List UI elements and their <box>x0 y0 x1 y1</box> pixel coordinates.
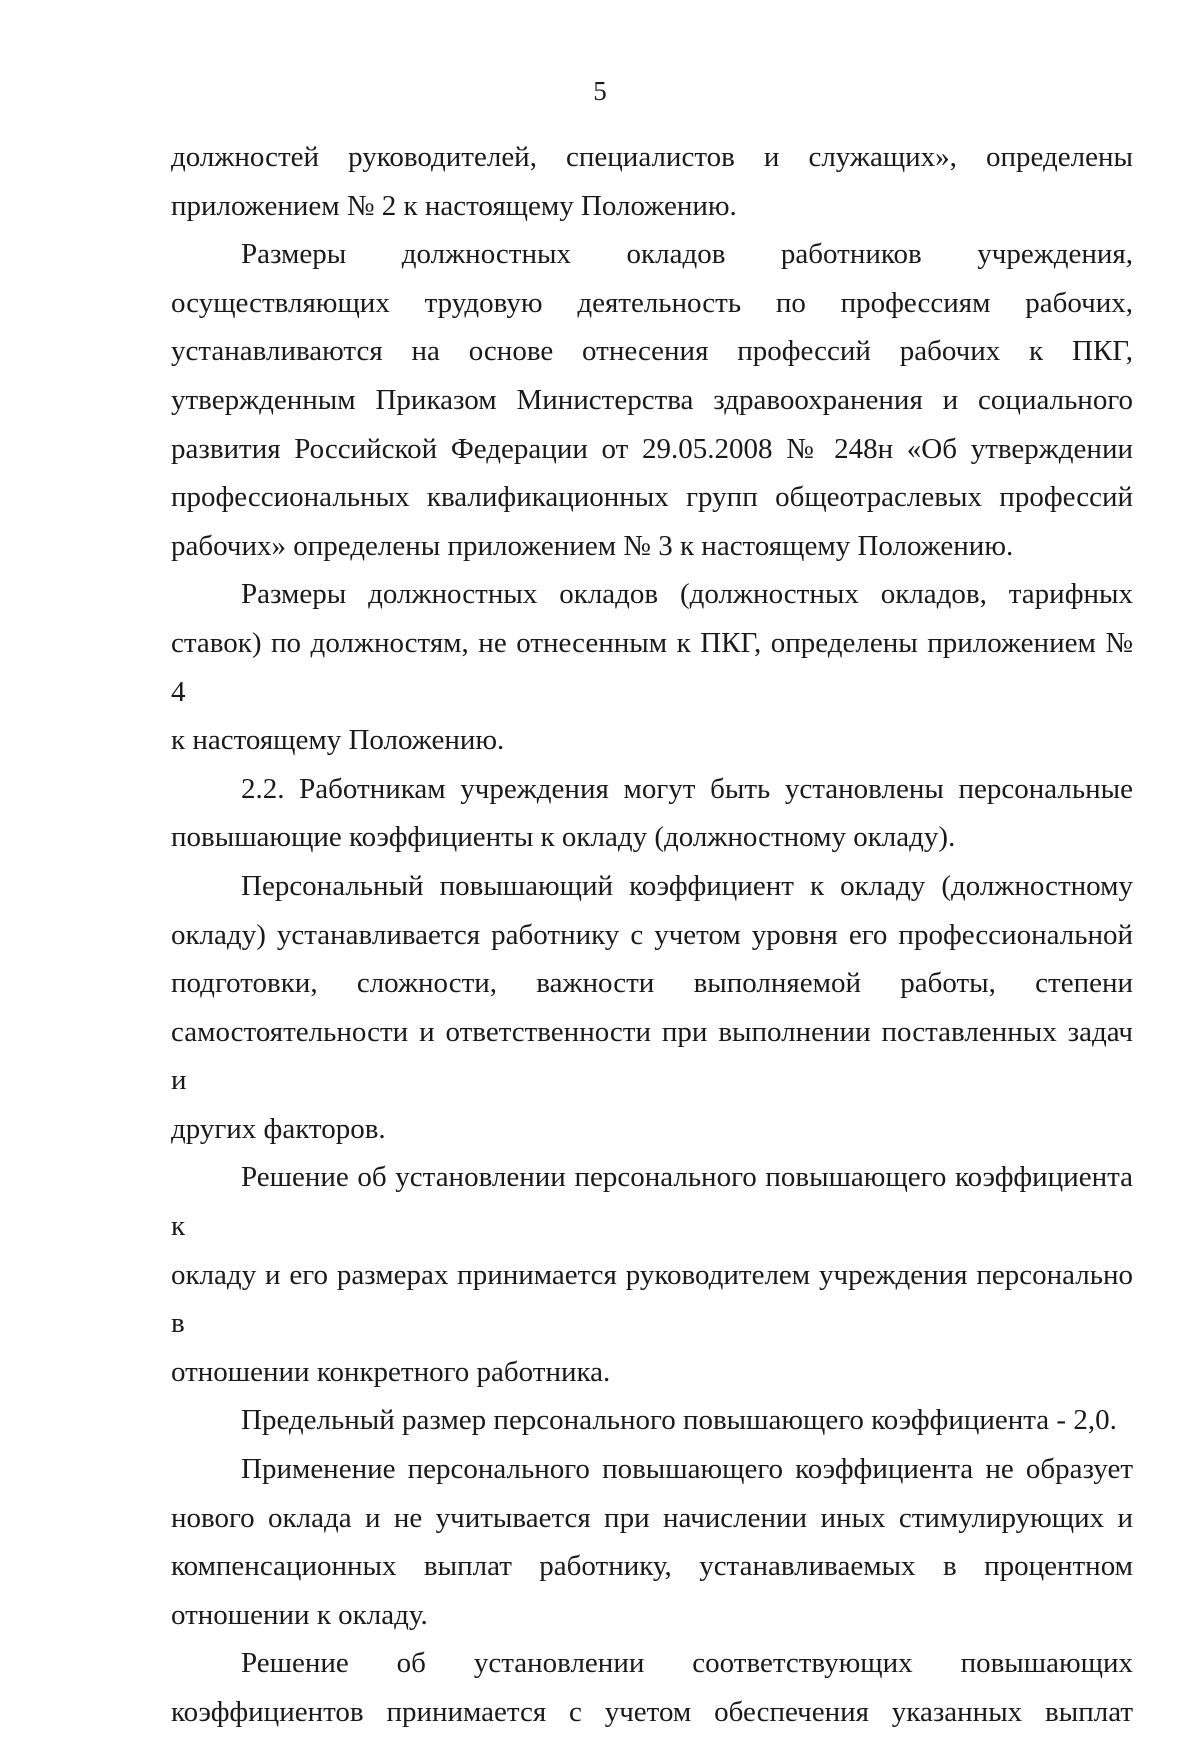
text-line: окладу) устанавливается работнику с учетом уровня его профессиональной <box>171 918 1133 951</box>
text-line: повышающие коэффициенты к окладу (должностному окладу). <box>171 821 956 854</box>
text-line: самостоятельности и ответственности при выполнении поставленных задач и <box>171 1015 1133 1097</box>
text-line: Предельный размер персонального повышающего коэффициента - 2,0. <box>241 1404 1117 1437</box>
text-line: приложением № 2 к настоящему Положению. <box>171 189 737 222</box>
text-line: Размеры должностных окладов работников учреждения, <box>241 238 1133 271</box>
text-line: нового оклада и не учитывается при начислении иных стимулирующих и <box>171 1501 1133 1534</box>
text-line: ставок) по должностям, не отнесенным к ПКГ, определены приложением № 4 <box>171 626 1133 708</box>
text-line: отношении конкретного работника. <box>171 1355 611 1388</box>
text-line: других факторов. <box>171 1112 386 1145</box>
text-line: Решение об установлении соответствующих повышающих <box>241 1647 1133 1680</box>
text-line: Размеры должностных окладов (должностных окладов, тарифных <box>241 578 1133 611</box>
text-line: подготовки, сложности, важности выполняемой работы, степени <box>171 967 1133 1000</box>
page-number: 5 <box>593 76 607 106</box>
text-line: развития Российской Федерации от 29.05.2008 № 248н «Об утверждении <box>171 432 1133 465</box>
text-line: компенсационных выплат работнику, устанавливаемых в процентном <box>171 1550 1133 1583</box>
text-line: отношении к окладу. <box>171 1598 428 1631</box>
text-line: коэффициентов принимается с учетом обеспечения указанных выплат <box>171 1696 1133 1728</box>
text-line: рабочих» определены приложением № 3 к настоящему Положению. <box>171 529 1014 562</box>
text-line: Персональный повышающий коэффициент к окладу (должностному <box>241 869 1133 902</box>
text-line: к настоящему Положению. <box>171 724 505 757</box>
text-line: осуществляющих трудовую деятельность по профессиям рабочих, <box>171 286 1133 319</box>
text-line: 2.2. Работникам учреждения могут быть установлены персональные <box>241 772 1133 805</box>
text-line: Решение об установлении персонального повышающего коэффициента к <box>171 1161 1133 1243</box>
text-line: устанавливаются на основе отнесения профессий рабочих к ПКГ, <box>171 335 1133 368</box>
document-body <box>171 133 1133 1737</box>
text-line: Применение персонального повышающего коэффициента не образует <box>241 1453 1133 1486</box>
text-line: должностей руководителей, специалистов и служащих», определены <box>171 141 1133 173</box>
text-line: окладу и его размерах принимается руководителем учреждения персонально в <box>171 1258 1133 1340</box>
text-line: утвержденным Приказом Министерства здравоохранения и социального <box>171 383 1133 416</box>
text-line: профессиональных квалификационных групп общеотраслевых профессий <box>171 481 1133 514</box>
